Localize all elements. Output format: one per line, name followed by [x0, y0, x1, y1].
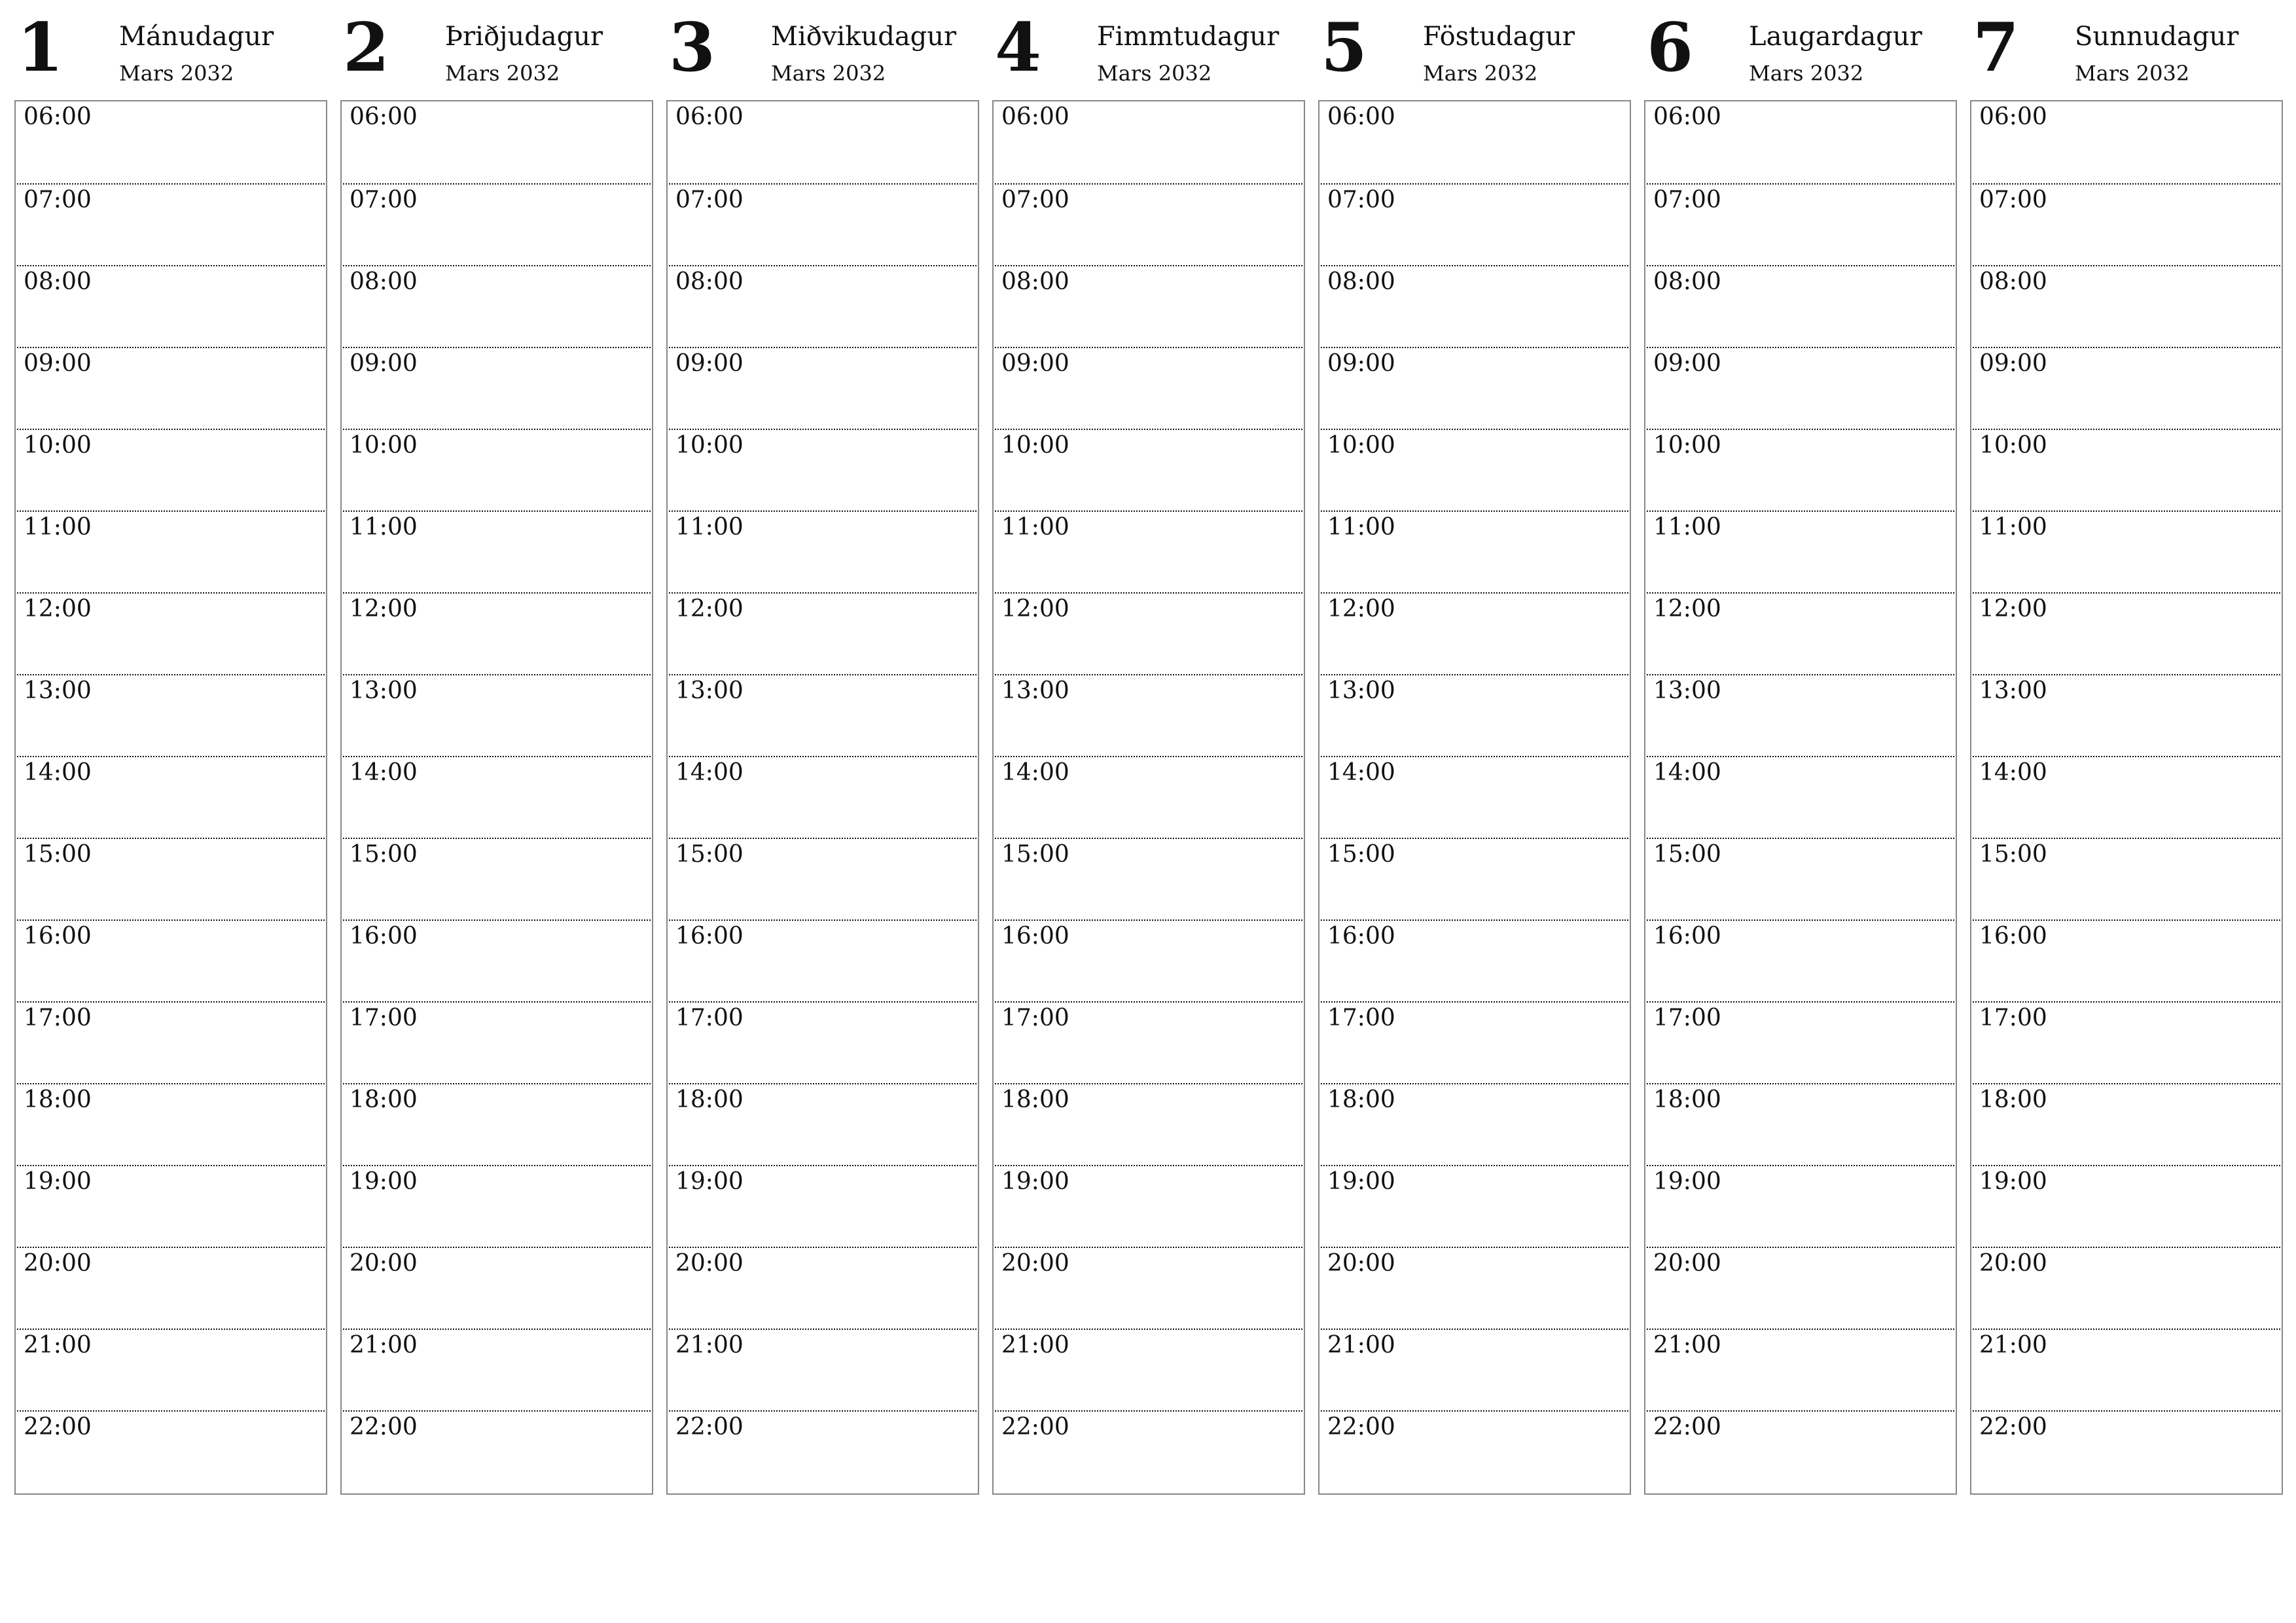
time-slot-label: 07:00: [1979, 187, 2047, 213]
time-slot: [1647, 838, 1954, 919]
time-slot: [17, 183, 325, 265]
time-slot-label: 12:00: [24, 596, 92, 622]
time-slot-label: 21:00: [1979, 1332, 2047, 1359]
time-slot-label: 17:00: [1653, 1005, 1721, 1031]
time-slot-label: 18:00: [1001, 1086, 1069, 1113]
time-slot: [1973, 510, 2280, 592]
time-slot-label: 20:00: [675, 1250, 744, 1277]
day-name: Miðvikudagur: [771, 22, 957, 52]
day-column: [666, 0, 979, 1499]
time-slot: [669, 674, 977, 756]
time-slot: [343, 1165, 651, 1247]
time-slot-label: 21:00: [24, 1332, 92, 1359]
day-number: 3: [669, 9, 715, 87]
time-slot: [1321, 265, 1628, 347]
time-slot: [995, 347, 1302, 429]
time-slot: [1973, 1247, 2280, 1329]
time-slot-label: 14:00: [675, 759, 744, 786]
time-slot: [1321, 101, 1628, 183]
day-column: [992, 0, 1305, 1499]
day-number: 5: [1321, 9, 1367, 87]
time-slot: [343, 347, 651, 429]
time-slot: [1321, 1001, 1628, 1083]
time-slot-label: 21:00: [350, 1332, 418, 1359]
time-slot-label: 19:00: [350, 1168, 418, 1195]
day-name: Þriðjudagur: [445, 22, 603, 52]
time-slot-label: 14:00: [1001, 759, 1069, 786]
day-header: [992, 0, 1305, 98]
time-slot-label: 09:00: [675, 350, 744, 377]
time-slot: [669, 756, 977, 838]
time-slot-label: 22:00: [1001, 1414, 1069, 1440]
time-slot: [1973, 265, 2280, 347]
time-slot-label: 07:00: [350, 187, 418, 213]
time-slot-label: 17:00: [1327, 1005, 1395, 1031]
time-slot-label: 11:00: [1979, 514, 2047, 541]
time-slot-label: 21:00: [1001, 1332, 1069, 1359]
time-slot: [17, 347, 325, 429]
time-slot-label: 18:00: [1979, 1086, 2047, 1113]
time-slot-label: 19:00: [1653, 1168, 1721, 1195]
day-name: Sunnudagur: [2075, 22, 2239, 52]
time-slot: [995, 592, 1302, 674]
time-slot: [1973, 756, 2280, 838]
time-slot: [1647, 429, 1954, 510]
time-slot: [17, 1165, 325, 1247]
time-slot: [995, 1329, 1302, 1410]
time-slot-label: 06:00: [1979, 103, 2047, 130]
time-slot: [1973, 183, 2280, 265]
day-number: 2: [343, 9, 389, 87]
time-slot-label: 10:00: [1327, 432, 1395, 459]
time-slot: [17, 1410, 325, 1492]
day-schedule-box: [992, 100, 1305, 1495]
day-header: [666, 0, 979, 98]
time-slot: [1647, 265, 1954, 347]
time-slot: [1321, 429, 1628, 510]
time-slot: [343, 592, 651, 674]
time-slot: [1321, 838, 1628, 919]
time-slot-label: 10:00: [1979, 432, 2047, 459]
time-slot-label: 21:00: [675, 1332, 744, 1359]
time-slot-label: 13:00: [350, 677, 418, 704]
time-slot-label: 16:00: [24, 923, 92, 950]
time-slot-label: 20:00: [1327, 1250, 1395, 1277]
time-slot-label: 07:00: [24, 187, 92, 213]
time-slot: [343, 101, 651, 183]
time-slot-label: 15:00: [24, 841, 92, 868]
time-slot-label: 19:00: [1979, 1168, 2047, 1195]
time-slot-label: 13:00: [1653, 677, 1721, 704]
time-slot: [1973, 919, 2280, 1001]
time-slot: [995, 429, 1302, 510]
time-slot: [17, 1329, 325, 1410]
time-slot: [669, 265, 977, 347]
day-schedule-box: [1970, 100, 2283, 1495]
time-slot: [1321, 347, 1628, 429]
time-slot: [1973, 429, 2280, 510]
time-slot-label: 16:00: [1979, 923, 2047, 950]
time-slot-label: 06:00: [1653, 103, 1721, 130]
time-slot-label: 18:00: [1653, 1086, 1721, 1113]
time-slot: [1647, 510, 1954, 592]
time-slot: [1973, 347, 2280, 429]
day-name: Föstudagur: [1423, 22, 1575, 52]
time-slot: [1647, 1001, 1954, 1083]
time-slot: [1973, 1410, 2280, 1492]
time-slot: [669, 1165, 977, 1247]
time-slot-label: 11:00: [1653, 514, 1721, 541]
time-slot: [1647, 1329, 1954, 1410]
time-slot: [343, 429, 651, 510]
time-slot: [995, 1165, 1302, 1247]
time-slot-label: 17:00: [1001, 1005, 1069, 1031]
time-slot-label: 11:00: [350, 514, 418, 541]
time-slot-label: 14:00: [1979, 759, 2047, 786]
day-column: [1318, 0, 1631, 1499]
day-month-label: Mars 2032: [1749, 61, 1864, 86]
time-slot: [343, 674, 651, 756]
time-slot-label: 06:00: [675, 103, 744, 130]
time-slot: [17, 674, 325, 756]
time-slot: [669, 1329, 977, 1410]
time-slot-label: 09:00: [24, 350, 92, 377]
day-header: [1644, 0, 1957, 98]
time-slot: [995, 838, 1302, 919]
time-slot: [343, 183, 651, 265]
time-slot: [1973, 1329, 2280, 1410]
day-column: [14, 0, 327, 1499]
day-header: [14, 0, 327, 98]
time-slot-label: 13:00: [1327, 677, 1395, 704]
time-slot-label: 13:00: [1979, 677, 2047, 704]
time-slot: [1647, 101, 1954, 183]
time-slot-label: 20:00: [350, 1250, 418, 1277]
time-slot-label: 18:00: [1327, 1086, 1395, 1113]
time-slot: [17, 1247, 325, 1329]
day-month-label: Mars 2032: [119, 61, 234, 86]
day-header: [1318, 0, 1631, 98]
time-slot-label: 21:00: [1327, 1332, 1395, 1359]
time-slot: [1647, 1165, 1954, 1247]
time-slot-label: 17:00: [24, 1005, 92, 1031]
time-slot: [17, 265, 325, 347]
time-slot: [995, 1001, 1302, 1083]
day-number: 7: [1973, 9, 2019, 87]
time-slot: [669, 101, 977, 183]
time-slot: [1321, 1165, 1628, 1247]
time-slot-label: 17:00: [1979, 1005, 2047, 1031]
day-schedule-box: [340, 100, 653, 1495]
time-slot-label: 15:00: [350, 841, 418, 868]
time-slot: [669, 1410, 977, 1492]
time-slot: [1973, 1001, 2280, 1083]
time-slot-label: 14:00: [24, 759, 92, 786]
time-slot: [1647, 756, 1954, 838]
time-slot: [1647, 592, 1954, 674]
time-slot-label: 18:00: [24, 1086, 92, 1113]
time-slot: [995, 183, 1302, 265]
time-slot: [995, 101, 1302, 183]
time-slot: [1973, 674, 2280, 756]
day-header: [1970, 0, 2283, 98]
day-header: [340, 0, 653, 98]
time-slot-label: 08:00: [1001, 268, 1069, 295]
time-slot: [669, 919, 977, 1001]
time-slot: [1321, 919, 1628, 1001]
time-slot-label: 16:00: [350, 923, 418, 950]
time-slot: [1647, 1247, 1954, 1329]
time-slot: [1973, 1083, 2280, 1165]
time-slot-label: 22:00: [350, 1414, 418, 1440]
time-slot: [1647, 183, 1954, 265]
time-slot-label: 16:00: [1653, 923, 1721, 950]
time-slot: [995, 919, 1302, 1001]
time-slot: [669, 1247, 977, 1329]
day-month-label: Mars 2032: [445, 61, 560, 86]
time-slot: [17, 838, 325, 919]
time-slot: [343, 1329, 651, 1410]
time-slot-label: 10:00: [675, 432, 744, 459]
time-slot-label: 14:00: [1653, 759, 1721, 786]
time-slot-label: 22:00: [24, 1414, 92, 1440]
day-month-label: Mars 2032: [771, 61, 886, 86]
time-slot: [1321, 756, 1628, 838]
time-slot: [17, 592, 325, 674]
time-slot-label: 07:00: [675, 187, 744, 213]
time-slot-label: 17:00: [675, 1005, 744, 1031]
day-month-label: Mars 2032: [1097, 61, 1212, 86]
time-slot-label: 15:00: [1979, 841, 2047, 868]
time-slot-label: 08:00: [675, 268, 744, 295]
time-slot: [343, 1083, 651, 1165]
day-name: Mánudagur: [119, 22, 274, 52]
time-slot: [995, 674, 1302, 756]
time-slot-label: 15:00: [1001, 841, 1069, 868]
time-slot: [1647, 674, 1954, 756]
day-month-label: Mars 2032: [1423, 61, 1538, 86]
time-slot: [669, 1001, 977, 1083]
time-slot-label: 12:00: [1327, 596, 1395, 622]
time-slot-label: 11:00: [675, 514, 744, 541]
time-slot-label: 09:00: [350, 350, 418, 377]
time-slot: [669, 429, 977, 510]
day-schedule-box: [14, 100, 327, 1495]
time-slot: [343, 919, 651, 1001]
time-slot-label: 13:00: [1001, 677, 1069, 704]
time-slot: [995, 265, 1302, 347]
time-slot: [17, 510, 325, 592]
day-name: Laugardagur: [1749, 22, 1922, 52]
time-slot-label: 08:00: [1327, 268, 1395, 295]
time-slot-label: 06:00: [1001, 103, 1069, 130]
time-slot-label: 15:00: [1327, 841, 1395, 868]
time-slot-label: 07:00: [1327, 187, 1395, 213]
day-column: [1970, 0, 2283, 1499]
time-slot-label: 12:00: [1979, 596, 2047, 622]
time-slot: [1321, 1410, 1628, 1492]
day-schedule-box: [1644, 100, 1957, 1495]
time-slot: [1321, 674, 1628, 756]
time-slot: [669, 510, 977, 592]
time-slot: [17, 1001, 325, 1083]
time-slot-label: 07:00: [1001, 187, 1069, 213]
time-slot-label: 13:00: [675, 677, 744, 704]
time-slot-label: 12:00: [675, 596, 744, 622]
time-slot: [669, 1083, 977, 1165]
time-slot-label: 21:00: [1653, 1332, 1721, 1359]
time-slot: [343, 1247, 651, 1329]
day-name: Fimmtudagur: [1097, 22, 1280, 52]
time-slot: [1647, 919, 1954, 1001]
time-slot-label: 16:00: [675, 923, 744, 950]
time-slot: [995, 1410, 1302, 1492]
time-slot-label: 14:00: [350, 759, 418, 786]
day-number: 4: [995, 9, 1041, 87]
time-slot: [1321, 183, 1628, 265]
time-slot-label: 20:00: [1001, 1250, 1069, 1277]
time-slot-label: 09:00: [1327, 350, 1395, 377]
time-slot: [1321, 1083, 1628, 1165]
time-slot-label: 09:00: [1653, 350, 1721, 377]
time-slot-label: 08:00: [1653, 268, 1721, 295]
time-slot: [1647, 1410, 1954, 1492]
time-slot-label: 10:00: [1001, 432, 1069, 459]
time-slot-label: 10:00: [24, 432, 92, 459]
time-slot-label: 11:00: [1327, 514, 1395, 541]
time-slot-label: 16:00: [1327, 923, 1395, 950]
day-column: [1644, 0, 1957, 1499]
day-column: [340, 0, 653, 1499]
time-slot: [17, 756, 325, 838]
time-slot-label: 20:00: [1979, 1250, 2047, 1277]
time-slot: [343, 838, 651, 919]
time-slot-label: 08:00: [24, 268, 92, 295]
day-schedule-box: [1318, 100, 1631, 1495]
time-slot: [995, 510, 1302, 592]
time-slot-label: 14:00: [1327, 759, 1395, 786]
day-schedule-box: [666, 100, 979, 1495]
time-slot: [1647, 1083, 1954, 1165]
time-slot: [343, 510, 651, 592]
time-slot-label: 12:00: [1653, 596, 1721, 622]
time-slot-label: 19:00: [1327, 1168, 1395, 1195]
day-number: 1: [17, 9, 63, 87]
time-slot-label: 20:00: [1653, 1250, 1721, 1277]
time-slot: [343, 1001, 651, 1083]
time-slot-label: 19:00: [1001, 1168, 1069, 1195]
time-slot-label: 20:00: [24, 1250, 92, 1277]
time-slot: [1321, 1247, 1628, 1329]
time-slot-label: 10:00: [350, 432, 418, 459]
time-slot: [1973, 592, 2280, 674]
time-slot-label: 10:00: [1653, 432, 1721, 459]
time-slot: [343, 756, 651, 838]
day-month-label: Mars 2032: [2075, 61, 2190, 86]
time-slot: [669, 347, 977, 429]
time-slot-label: 15:00: [1653, 841, 1721, 868]
time-slot: [669, 838, 977, 919]
time-slot: [669, 592, 977, 674]
time-slot-label: 19:00: [675, 1168, 744, 1195]
time-slot: [17, 429, 325, 510]
time-slot-label: 09:00: [1001, 350, 1069, 377]
time-slot-label: 22:00: [675, 1414, 744, 1440]
time-slot: [1321, 1329, 1628, 1410]
time-slot: [1973, 838, 2280, 919]
time-slot-label: 09:00: [1979, 350, 2047, 377]
time-slot: [995, 1247, 1302, 1329]
time-slot-label: 12:00: [1001, 596, 1069, 622]
time-slot-label: 11:00: [1001, 514, 1069, 541]
time-slot-label: 22:00: [1327, 1414, 1395, 1440]
time-slot: [995, 756, 1302, 838]
time-slot-label: 08:00: [1979, 268, 2047, 295]
time-slot: [17, 919, 325, 1001]
time-slot-label: 16:00: [1001, 923, 1069, 950]
time-slot-label: 18:00: [675, 1086, 744, 1113]
time-slot: [995, 1083, 1302, 1165]
time-slot-label: 12:00: [350, 596, 418, 622]
time-slot-label: 17:00: [350, 1005, 418, 1031]
time-slot: [1321, 592, 1628, 674]
time-slot-label: 18:00: [350, 1086, 418, 1113]
time-slot: [1321, 510, 1628, 592]
time-slot-label: 11:00: [24, 514, 92, 541]
time-slot: [17, 101, 325, 183]
day-number: 6: [1647, 9, 1693, 87]
time-slot: [17, 1083, 325, 1165]
time-slot-label: 08:00: [350, 268, 418, 295]
time-slot: [343, 265, 651, 347]
time-slot-label: 15:00: [675, 841, 744, 868]
time-slot-label: 07:00: [1653, 187, 1721, 213]
time-slot-label: 06:00: [1327, 103, 1395, 130]
time-slot-label: 19:00: [24, 1168, 92, 1195]
time-slot-label: 22:00: [1979, 1414, 2047, 1440]
time-slot: [1973, 1165, 2280, 1247]
time-slot: [669, 183, 977, 265]
time-slot-label: 06:00: [350, 103, 418, 130]
time-slot: [343, 1410, 651, 1492]
time-slot-label: 06:00: [24, 103, 92, 130]
time-slot-label: 22:00: [1653, 1414, 1721, 1440]
time-slot: [1973, 101, 2280, 183]
time-slot-label: 13:00: [24, 677, 92, 704]
time-slot: [1647, 347, 1954, 429]
